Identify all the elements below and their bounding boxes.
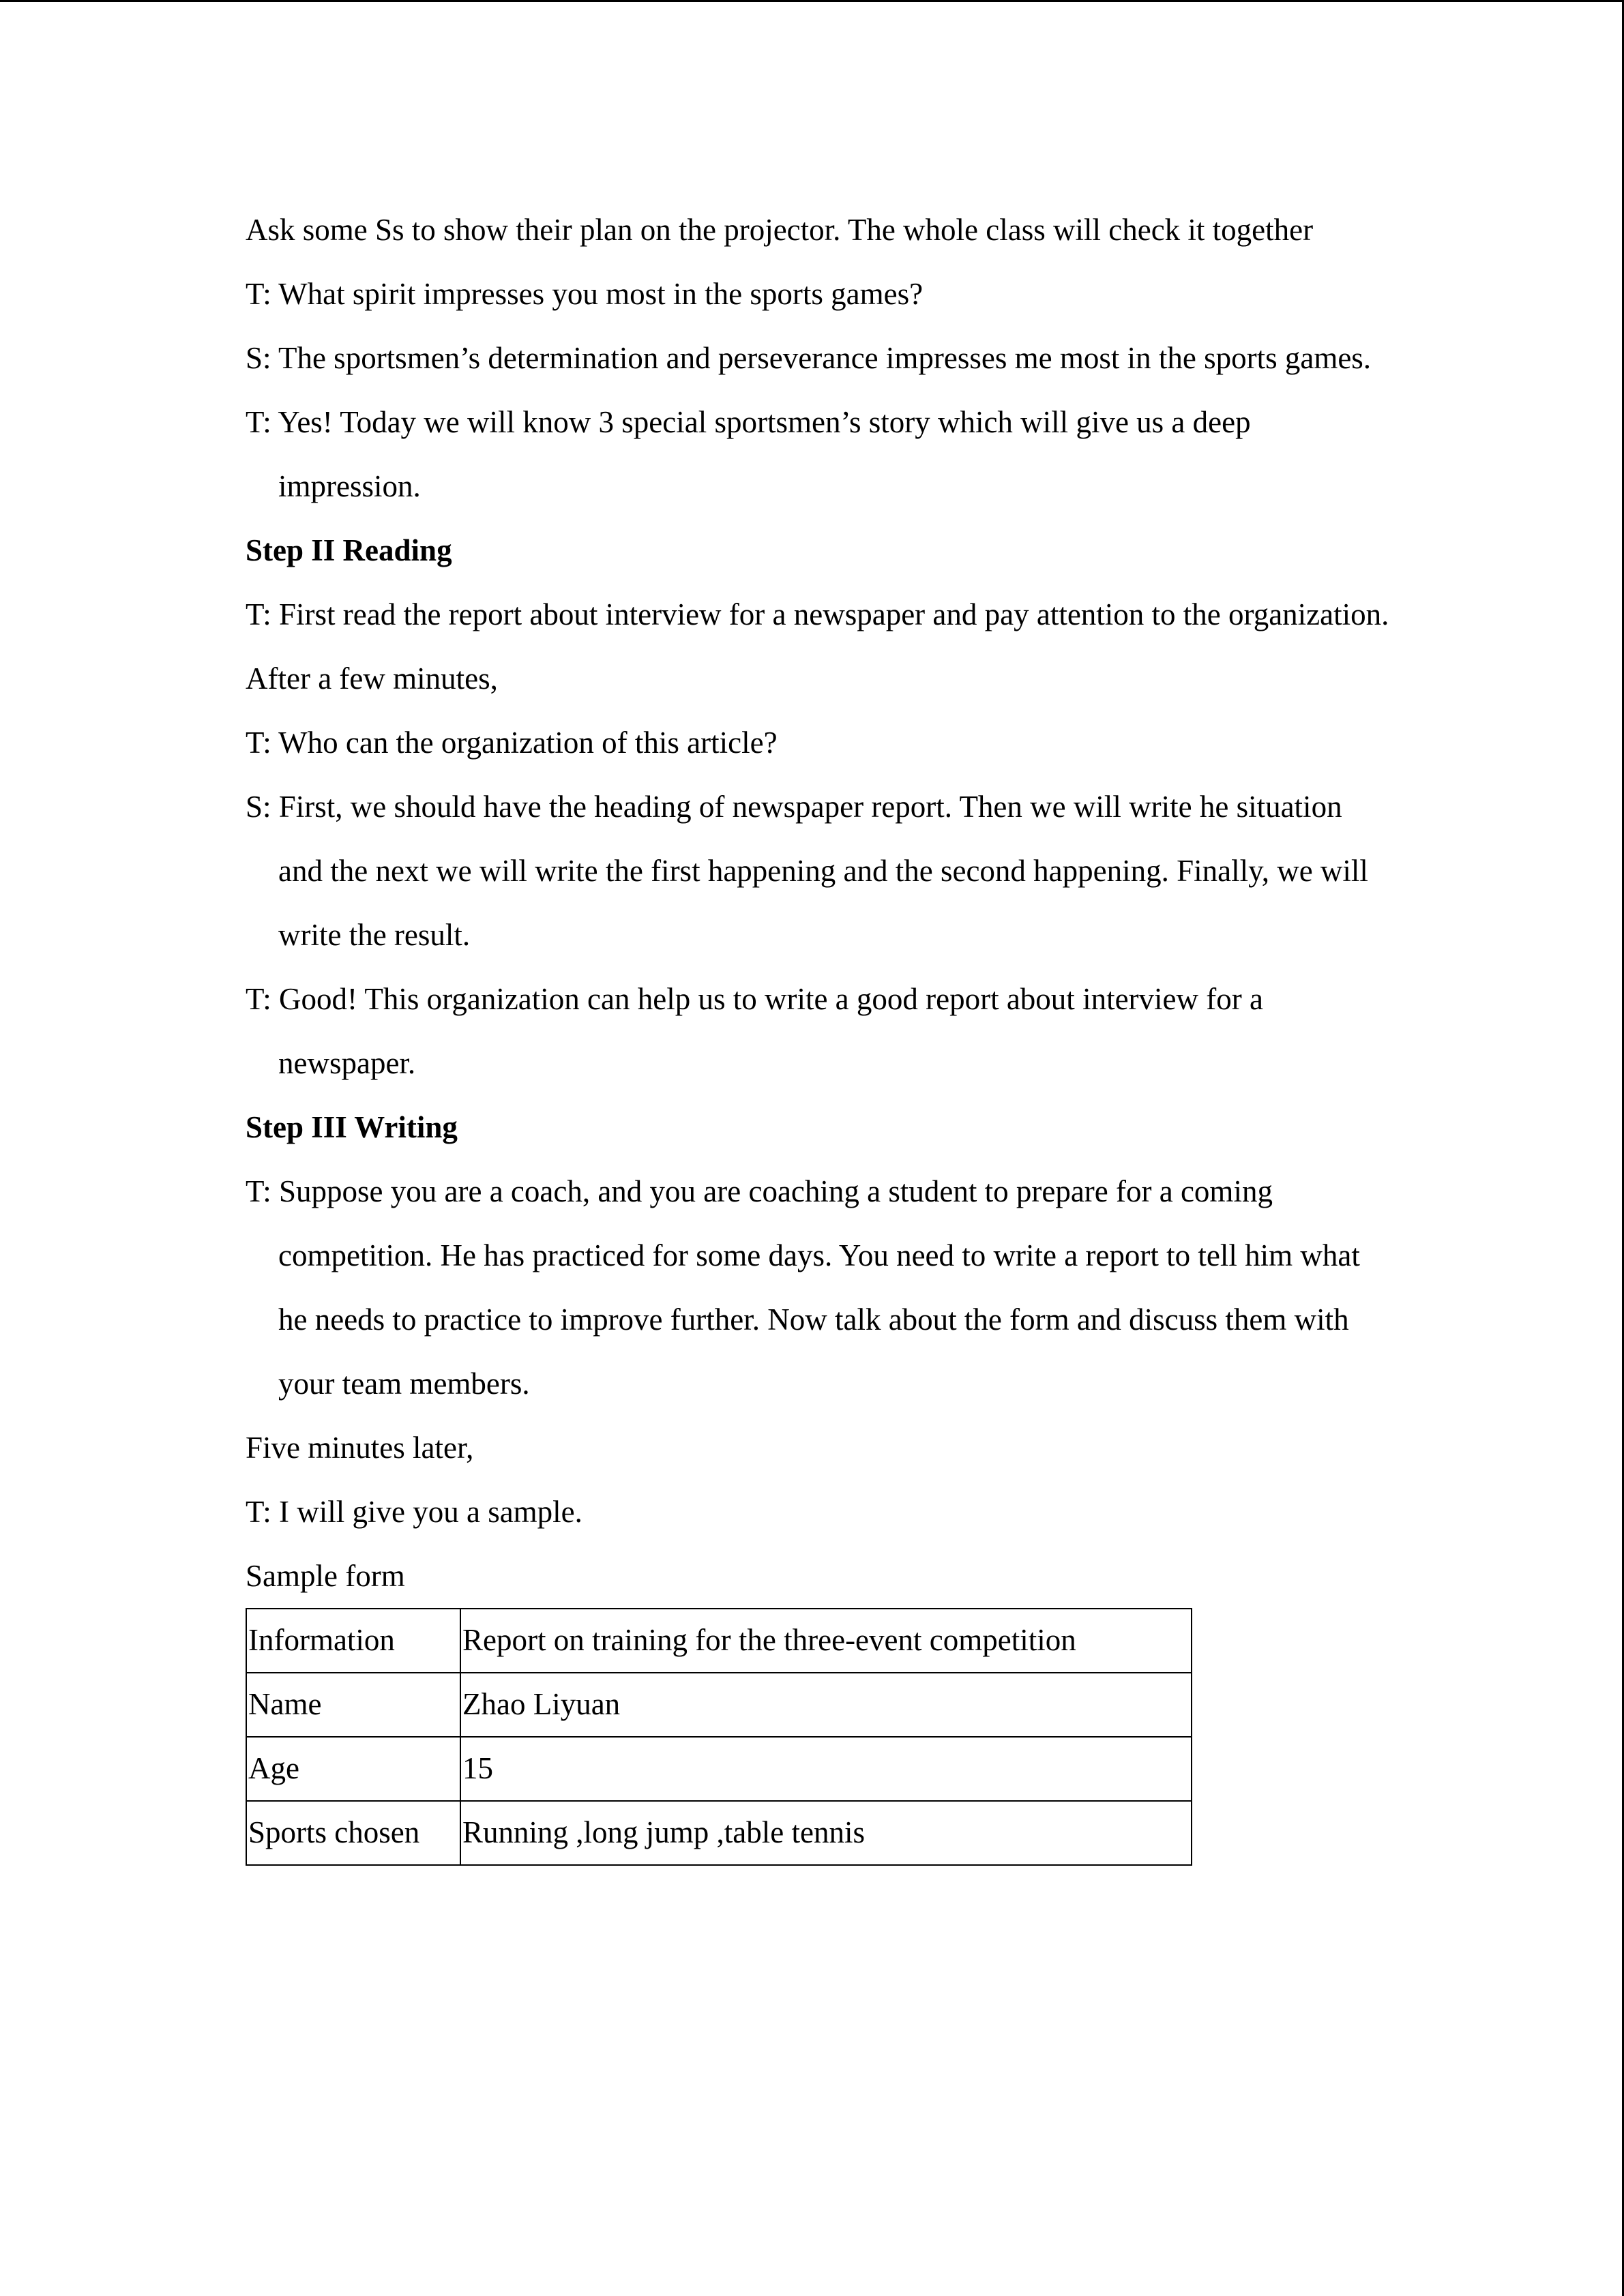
paragraph: S: The sportsmen’s determination and perseverance impresses me most in the sports games. — [246, 341, 1372, 375]
document-body — [246, 198, 1391, 1866]
table-label-cell: Sports chosen — [246, 1801, 460, 1865]
paragraph: Five minutes later, — [246, 1431, 474, 1465]
step-2-heading: Step II Reading — [246, 533, 452, 567]
table-label-cell: Information — [246, 1609, 460, 1673]
paragraph: Ask some Ss to show their plan on the projector. The whole class will check it together — [246, 213, 1314, 247]
paragraph: T: Good! This organization can help us to write a good report about interview for a newspaper. — [246, 982, 1263, 1080]
paragraph: After a few minutes, — [246, 661, 498, 696]
paragraph: T: First read the report about interview for a newspaper and pay attention to the organization. — [246, 597, 1389, 631]
paragraph: T: Who can the organization of this article? — [246, 726, 778, 760]
step-3-heading: Step III Writing — [246, 1110, 458, 1144]
paragraph: T: Suppose you are a coach, and you are coaching a student to prepare for a coming competition. He has practiced for some days. You need to write a report to tell him what he needs to practice to improve further. Now talk about the form and discuss them with your team members. — [246, 1174, 1360, 1401]
page-top-border — [0, 0, 1624, 2]
paragraph: S: First, we should have the heading of newspaper report. Then we will write he situation and the next we will write the first happening and the second happening. Finally, we will write the result. — [246, 790, 1368, 952]
table-caption: Sample form — [246, 1559, 405, 1593]
paragraph: T: Yes! Today we will know 3 special sportsmen’s story which will give us a deep impression. — [246, 405, 1251, 503]
paragraph: T: What spirit impresses you most in the sports games? — [246, 277, 924, 311]
table-row — [246, 1673, 1192, 1737]
table-label-cell: Name — [246, 1673, 460, 1737]
table-row — [246, 1801, 1192, 1865]
table-label-cell: Age — [246, 1737, 460, 1801]
table-row — [246, 1737, 1192, 1801]
table-value-cell: 15 — [460, 1737, 1192, 1801]
table-value-cell: Running ,long jump ,table tennis — [460, 1801, 1192, 1865]
sample-form-table — [246, 1608, 1192, 1866]
paragraph: T: I will give you a sample. — [246, 1495, 582, 1529]
table-value-cell: Zhao Liyuan — [460, 1673, 1192, 1737]
table-row — [246, 1609, 1192, 1673]
table-value-cell: Report on training for the three-event competition — [460, 1609, 1192, 1673]
